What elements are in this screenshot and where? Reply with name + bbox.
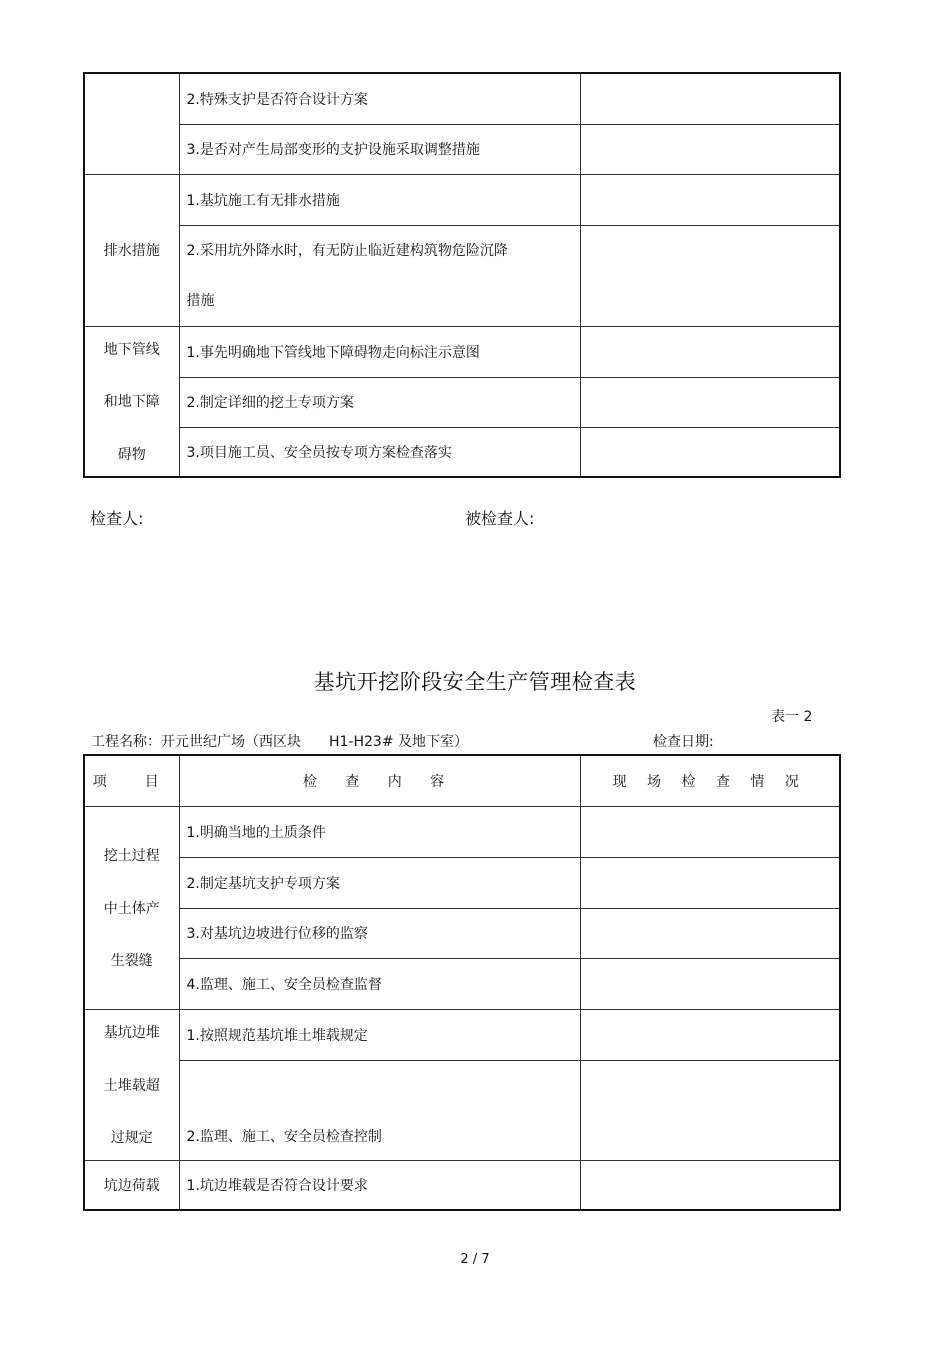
category-line: 基坑边堆 — [103, 1025, 160, 1041]
inspection-table — [83, 754, 841, 1211]
page-title: 基坑开挖阶段安全生产管理检查表 — [313, 670, 637, 694]
category-cell — [84, 73, 179, 174]
result-cell[interactable] — [580, 174, 840, 225]
check-item-line: 2.采用坑外降水时，有无防止临近建构筑物危险沉降 — [186, 242, 508, 259]
category-line: 地下管线 — [103, 341, 160, 358]
result-cell[interactable] — [580, 857, 840, 908]
result-cell[interactable] — [580, 124, 840, 174]
result-cell[interactable] — [580, 225, 840, 326]
check-item: 1.按照规范基坑堆土堆载规定 — [179, 1009, 580, 1060]
category-cell — [84, 806, 179, 1009]
check-item: 1.事先明确地下管线地下障碍物走向标注示意图 — [179, 326, 580, 377]
check-date-label: 检查日期: — [653, 734, 714, 750]
header-content: 检 查 内 容 — [179, 755, 580, 806]
result-cell[interactable] — [580, 326, 840, 377]
inspector-label: 检查人: — [90, 509, 144, 528]
category-line: 过规定 — [110, 1130, 153, 1146]
check-item: 2.制定基坑支护专项方案 — [179, 857, 580, 908]
result-cell[interactable] — [580, 806, 840, 857]
check-item: 4.监理、施工、安全员检查监督 — [179, 958, 580, 1009]
result-cell[interactable] — [580, 1060, 840, 1160]
category-line: 生裂缝 — [110, 953, 153, 969]
inspected-label: 被检查人: — [465, 509, 535, 528]
category-line: 挖土过程 — [103, 848, 160, 864]
check-item: 3.对基坑边坡进行位移的监察 — [179, 908, 580, 958]
check-item: 3.项目施工员、安全员按专项方案检查落实 — [179, 427, 580, 477]
category-line: 碍物 — [117, 446, 146, 463]
category-cell — [84, 326, 179, 477]
table-number: 表一 2 — [771, 709, 813, 725]
check-item: 1.基坑施工有无排水措施 — [179, 174, 580, 225]
header-result: 现 场 检 查 情 况 — [580, 755, 840, 806]
result-cell[interactable] — [580, 1009, 840, 1060]
result-cell[interactable] — [580, 908, 840, 958]
check-item: 1.坑边堆载是否符合设计要求 — [179, 1160, 580, 1210]
check-item-line: 措施 — [186, 292, 215, 309]
category-line: 土堆载超 — [103, 1077, 160, 1094]
check-item: 2.特殊支护是否符合设计方案 — [179, 73, 580, 124]
category-line: 和地下障 — [103, 394, 160, 411]
result-cell[interactable] — [580, 73, 840, 124]
result-cell[interactable] — [580, 427, 840, 477]
result-cell[interactable] — [580, 377, 840, 427]
category-line: 中土体产 — [103, 900, 160, 917]
check-item: 2.制定详细的挖土专项方案 — [179, 377, 580, 427]
project-name: 工程名称：开元世纪广场（西区块 H1-H23# 及地下室） — [91, 734, 469, 750]
page-indicator: 2 / 7 — [460, 1252, 490, 1267]
category-cell: 排水措施 — [84, 174, 179, 326]
check-item: 1.明确当地的土质条件 — [179, 806, 580, 857]
inspection-table-continued — [83, 72, 841, 478]
header-item: 项 目 — [84, 755, 179, 806]
result-cell[interactable] — [580, 958, 840, 1009]
check-item — [179, 225, 580, 326]
check-item: 3.是否对产生局部变形的支护设施采取调整措施 — [179, 124, 580, 174]
category-cell: 坑边荷载 — [84, 1160, 179, 1210]
check-item: 2.监理、施工、安全员检查控制 — [179, 1060, 580, 1160]
result-cell[interactable] — [580, 1160, 840, 1210]
category-cell — [84, 1009, 179, 1160]
